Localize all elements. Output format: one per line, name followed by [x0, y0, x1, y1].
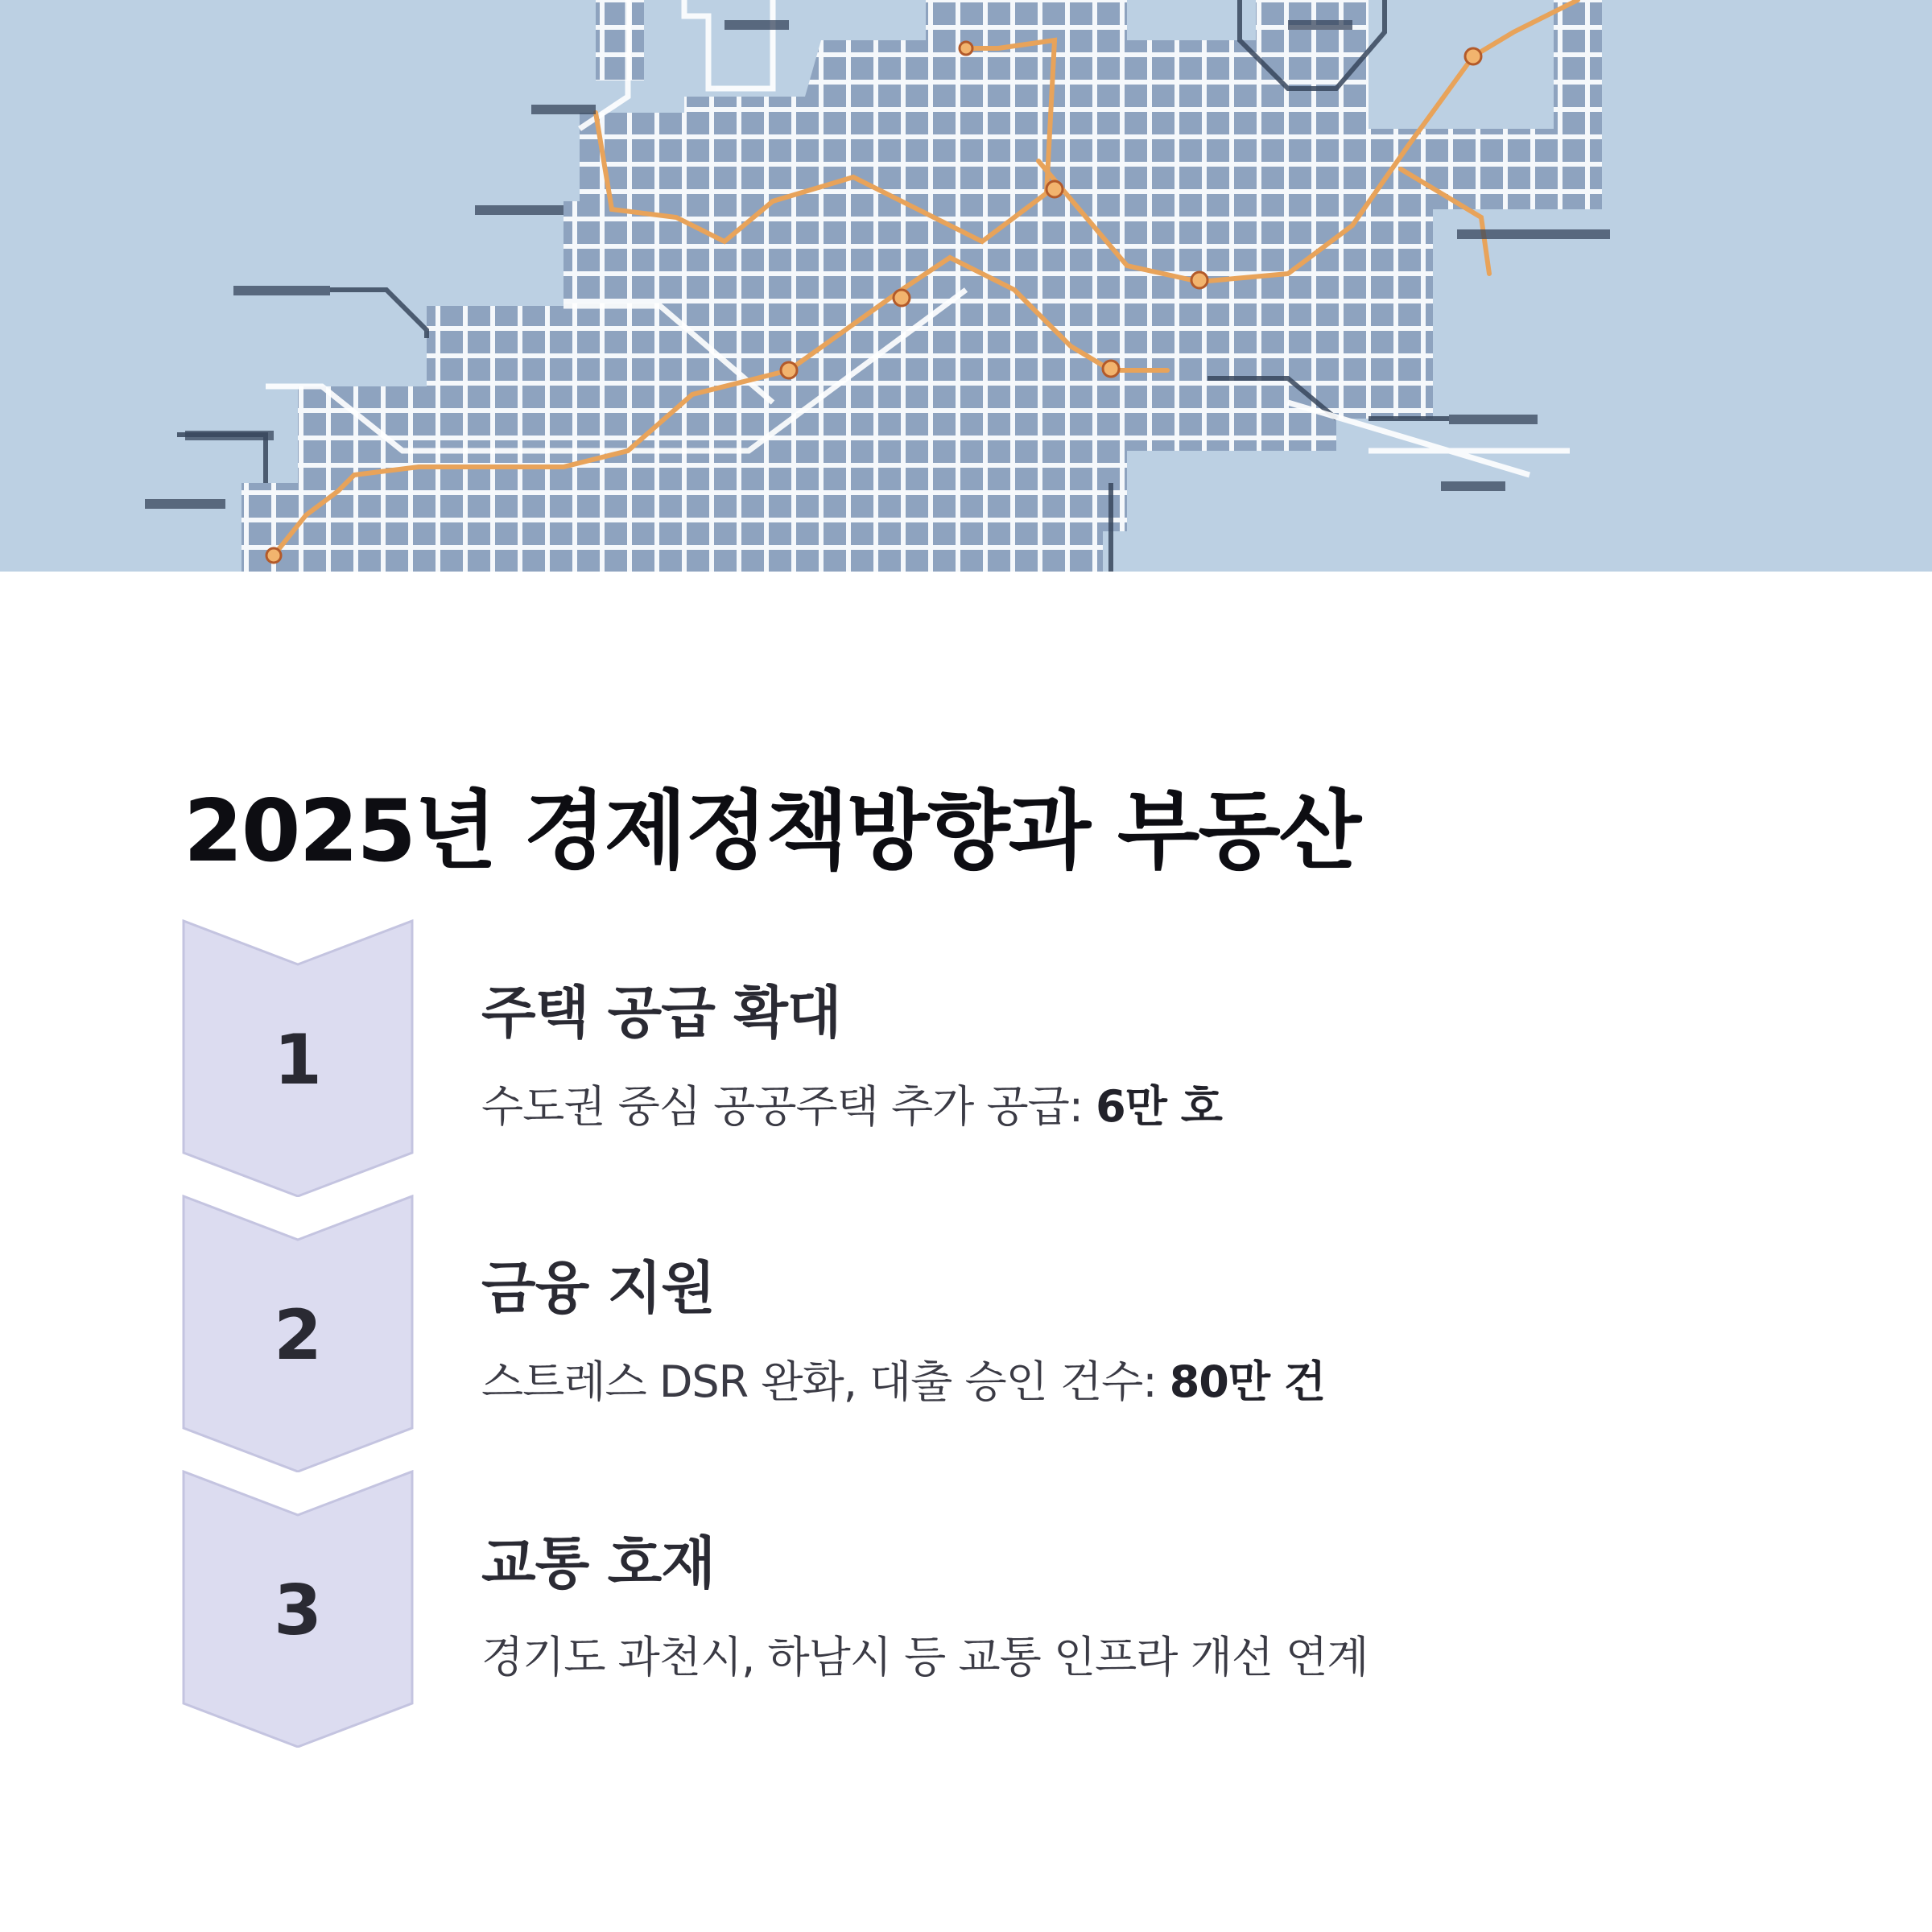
step-description-highlight: 80만 건 — [1169, 1356, 1325, 1407]
step-chevron-3 — [182, 1470, 414, 1748]
step-description-highlight: 6만 호 — [1096, 1081, 1222, 1132]
page-title: 2025년 경제정책방향과 부동산 — [184, 782, 1360, 881]
step-item-3 — [182, 1470, 1792, 1748]
step-description-text: 수도권 중심 공공주택 추가 공급: — [481, 1081, 1096, 1132]
hero-map-image — [0, 0, 1932, 572]
step-number: 2 — [274, 1295, 322, 1376]
step-title: 교통 호재 — [481, 1530, 715, 1596]
step-title: 주택 공급 확대 — [481, 980, 841, 1046]
step-item-1 — [182, 919, 1792, 1197]
step-description-text: 스트레스 DSR 완화, 대출 승인 건수: — [481, 1356, 1170, 1407]
step-number: 1 — [274, 1020, 322, 1100]
step-chevron-2 — [182, 1195, 414, 1472]
step-description — [481, 1348, 1325, 1410]
step-number: 3 — [274, 1571, 322, 1651]
step-chevron-1 — [182, 919, 414, 1197]
step-description-text: 경기도 과천시, 하남시 등 교통 인프라 개선 연계 — [481, 1632, 1368, 1682]
step-item-2 — [182, 1195, 1792, 1472]
step-description — [481, 1623, 1368, 1685]
step-description — [481, 1072, 1222, 1134]
step-title: 금융 지원 — [481, 1255, 715, 1321]
